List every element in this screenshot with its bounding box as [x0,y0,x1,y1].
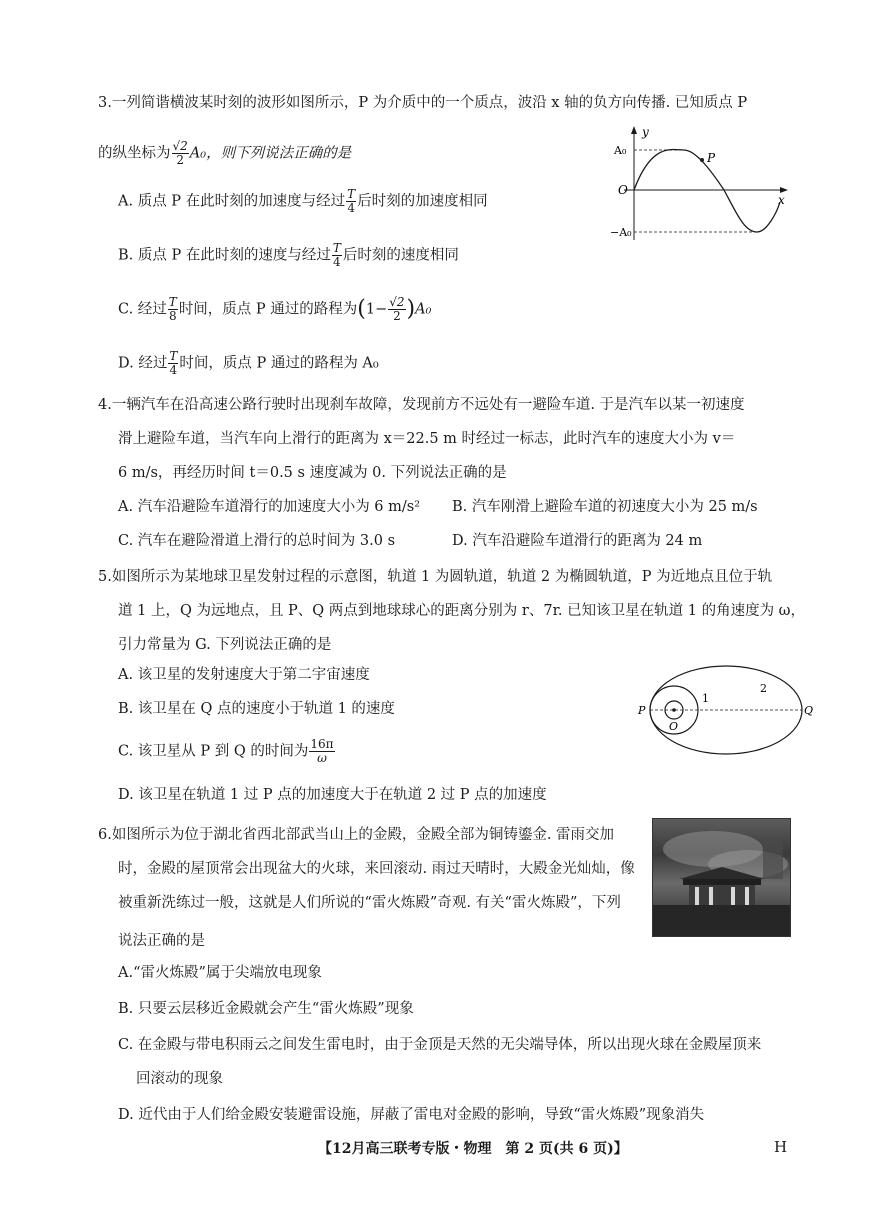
diagram-Q-label: Q [804,704,814,717]
q5-option-d: D. 该卫星在轨道 1 过 P 点的加速度大于在轨道 2 过 P 点的加速度 [118,787,547,803]
graph-origin-label: O [618,183,628,197]
q6-option-a: A.“雷火炼殿”属于尖端放电现象 [118,965,322,981]
graph-minusA0-label: −A₀ [610,226,632,239]
q4-option-b: B. 汽车刚滑上避险车道的初速度大小为 25 m/s [452,499,758,515]
fraction: $\frac{T}{8}$ [168,295,177,323]
graph-P-label: P [707,151,716,165]
q5-stem-line2: 道 1 上，Q 为远地点，且 P、Q 两点到地球球心的距离分别为 r、7r. 已知该卫星在轨道 1 的角速度为 ω， [118,603,805,619]
q5-stem-line1: 5.如图所示为某地球卫星发射过程的示意图，轨道 1 为圆轨道，轨道 2 为椭圆轨道，P 为近地点且位于轨 [98,569,773,585]
q6-option-b: B. 只要云层移近金殿就会产生“雷火炼殿”现象 [118,1001,414,1017]
q5-option-b: B. 该卫星在 Q 点的速度小于轨道 1 的速度 [118,701,395,717]
fraction: $\frac{T}{4}$ [169,349,178,377]
fraction: $\frac{T}{4}$ [332,241,341,269]
q3-option-b: B. 质点 P 在此时刻的速度与经过 $\frac{T}{4}$ 后时刻的速度相同 [118,241,459,269]
q6-option-c-line1: C. 在金殿与带电积雨云之间发生雷电时，由于金顶是天然的无尖端导体，所以出现火球在金殿屋顶来 [118,1037,762,1053]
fraction: $\frac{√2}{2}$ [172,139,188,167]
graph-y-label: y [642,125,649,139]
q5-option-c: C. 该卫星从 P 到 Q 的时间为 $\frac{16\pi}{\omega}$ [118,737,334,765]
q4-option-d: D. 汽车沿避险车道滑行的距离为 24 m [452,533,703,549]
graph-A0-label: A₀ [614,144,627,157]
q3-option-d: D. 经过 $\frac{T}{4}$ 时间，质点 P 通过的路程为 A₀ [118,349,379,377]
page-footer-mark: H [774,1138,788,1156]
q6-stem-line3: 被重新洗练过一般，这就是人们所说的“雷火炼殿”奇观. 有关“雷火炼殿”，下列 [118,895,621,911]
q4-option-c: C. 汽车在避险滑道上滑行的总时间为 3.0 s [118,533,396,549]
q4-stem-line1: 4.一辆汽车在沿高速公路行驶时出现刹车故障，发现前方不远处有一避险车道. 于是汽车以某一初速度 [98,397,745,413]
diagram-orbit2-label: 2 [760,682,767,695]
q3-option-a: A. 质点 P 在此时刻的加速度与经过 $\frac{T}{4}$ 后时刻的加速度相同 [118,187,488,215]
golden-hall-image [653,819,790,936]
q3-stem-line2: 的纵坐标为 $\frac{√2}{2}$ A₀，则下列说法正确的是 [98,139,352,167]
golden-hall-photo [652,818,791,937]
diagram-P-label: P [638,704,646,717]
q5-option-a: A. 该卫星的发射速度大于第二宇宙速度 [118,667,370,683]
fraction: $\frac{16\pi}{\omega}$ [310,737,334,765]
diagram-orbit1-label: 1 [702,692,709,705]
fraction: $\frac{√2}{2}$ [389,295,405,323]
q4-stem-line3: 6 m/s，再经历时间 t＝0.5 s 速度减为 0. 下列说法正确的是 [118,465,507,481]
q6-option-c-line2: 回滚动的现象 [136,1071,223,1087]
q3-stem-line1: 3.一列简谐横波某时刻的波形如图所示，P 为介质中的一个质点，波沿 x 轴的负方向传播. 已知质点 P [98,95,748,111]
q5-stem-line3: 引力常量为 G. 下列说法正确的是 [118,637,332,653]
q6-stem-line2: 时，金殿的屋顶常会出现盆大的火球，来回滚动. 雨过天晴时，大殿金光灿灿，像 [118,861,635,877]
diagram-O-label: O [669,720,679,733]
page-footer: 【12月高三联考专版・物理 第 2 页(共 6 页)】 [318,1141,628,1157]
q3-option-c: C. 经过 $\frac{T}{8}$ 时间，质点 P 通过的路程为(1− $\frac{√2}{2}$ )A₀ [118,295,432,323]
fraction: $\frac{T}{4}$ [347,187,356,215]
q3-wave-graph [612,122,792,242]
graph-x-label: x [778,193,785,207]
q5-orbit-diagram [632,662,814,762]
q6-stem-line4: 说法正确的是 [118,933,205,949]
q6-stem-line1: 6.如图所示为位于湖北省西北部武当山上的金殿，金殿全部为铜铸鎏金. 雷雨交加 [98,827,615,843]
q4-stem-line2: 滑上避险车道，当汽车向上滑行的距离为 x＝22.5 m 时经过一标志，此时汽车的速度大小为 v＝ [118,431,736,447]
q6-option-d: D. 近代由于人们给金殿安装避雷设施，屏蔽了雷电对金殿的影响，导致“雷火炼殿”现象消失 [118,1107,705,1123]
q4-option-a: A. 汽车沿避险车道滑行的加速度大小为 6 m/s² [118,499,421,515]
